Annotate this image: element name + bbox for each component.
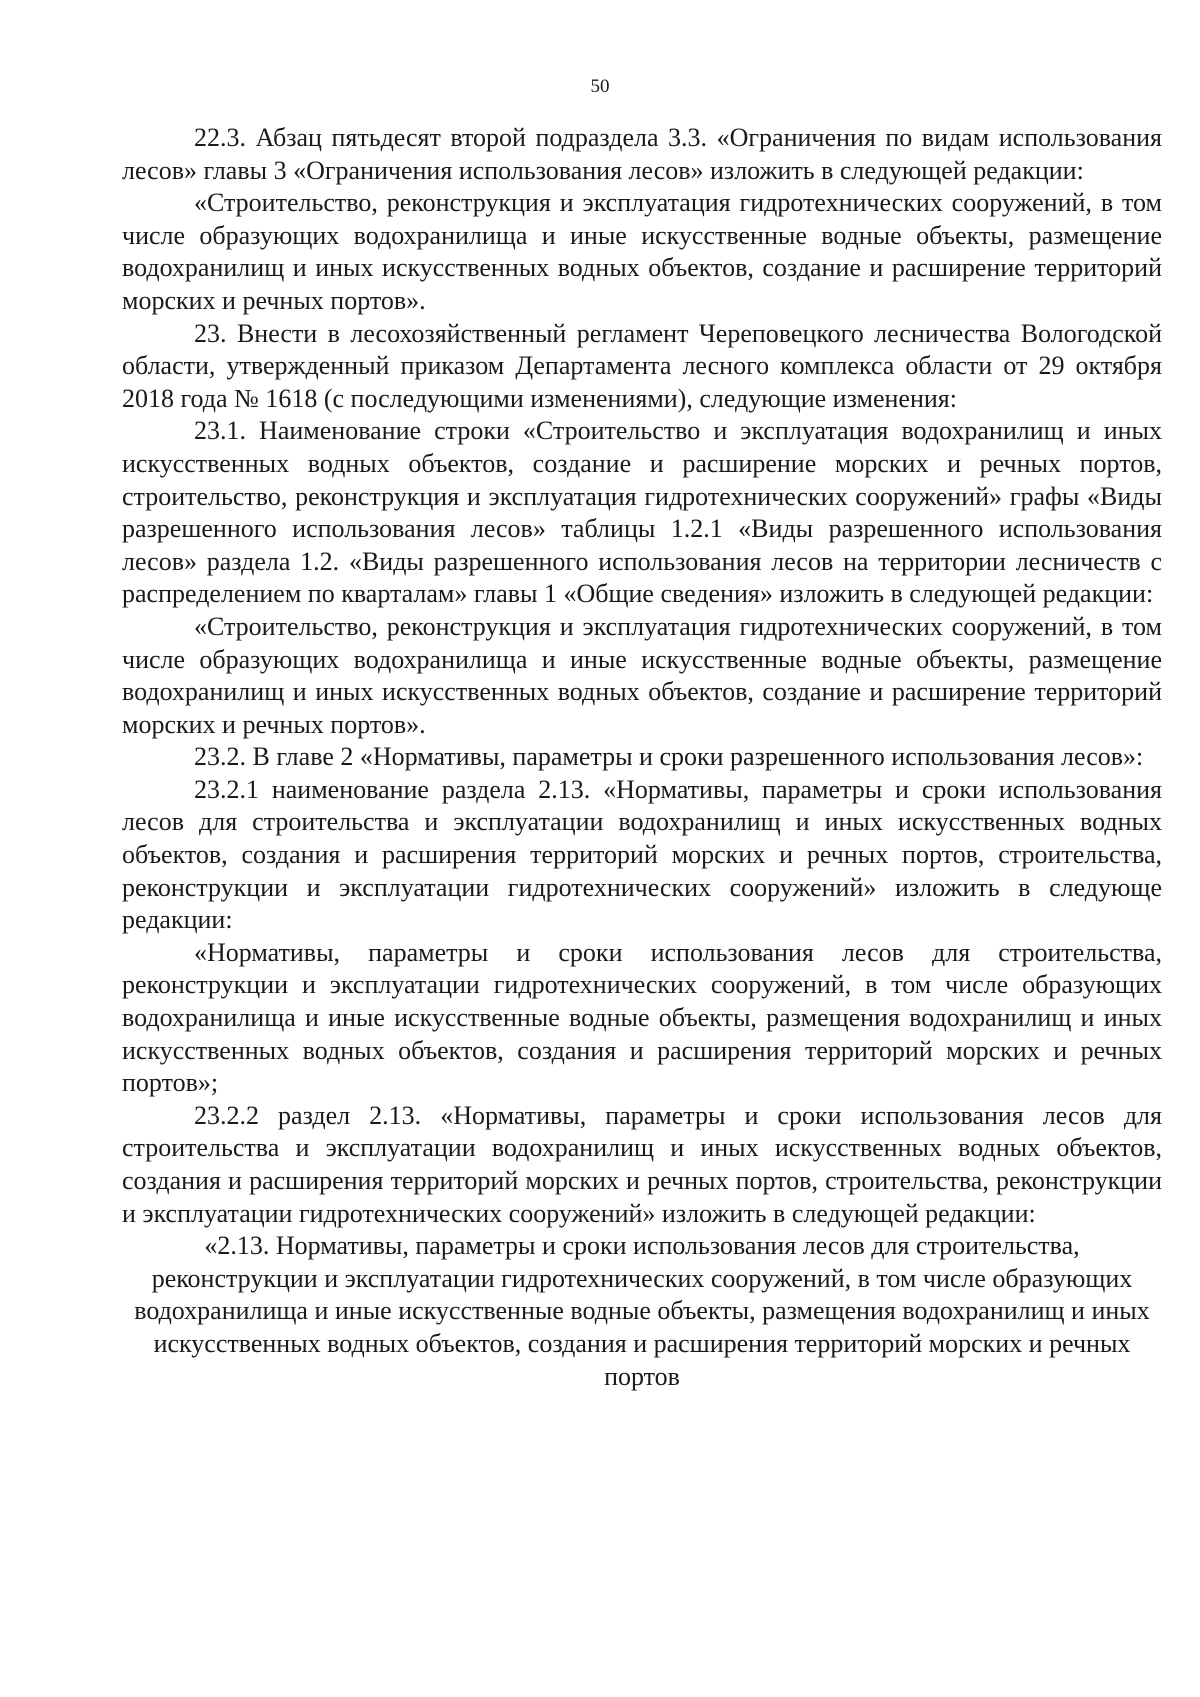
page-number: 50 [590, 76, 610, 97]
paragraph-23-2: 23.2. В главе 2 «Нормативы, параметры и сроки разрешенного использования лесов»: [194, 742, 1144, 772]
paragraph-23-2-1-quote: «Нормативы, параметры и сроки использования лесов для строительства, реконструкции и эксплуатации гидротехнических сооружений, в том числе образующих водохранилища и иные искусственные водные объекты, размещения водохранилищ и иных искусственных водных объектов, создания и расширения территорий морских и речных портов»; [122, 937, 1162, 1098]
paragraph-22-3: 22.3. Абзац пятьдесят второй подраздела 3.3. «Ограничения по видам использования лесов» главы 3 «Ограничения использования лесов» изложить в следующей редакции: [122, 123, 1162, 185]
paragraph-23: 23. Внести в лесохозяйственный регламент Череповецкого лесничества Вологодской области, утвержденный приказом Департамента лесного комплекса области от 29 октября 2018 года № 1618 (с последующими изменениями), следующие изменения: [122, 318, 1162, 413]
paragraph-23-2-1: 23.2.1 наименование раздела 2.13. «Нормативы, параметры и сроки использования лесов для строительства и эксплуатации водохранилищ и иных искусственных водных объектов, создания и расширения территорий морских и речных портов, строительства, реконструкции и эксплуатации гидротехнических сооружений» изложить в следующе редакции: [122, 774, 1162, 935]
paragraph-23-1: 23.1. Наименование строки «Строительство и эксплуатация водохранилищ и иных искусственных водных объектов, создание и расширение морских и речных портов, строительство, реконструкция и эксплуатация гидротехнических сооружений» графы «Виды разрешенного использования лесов» таблицы 1.2.1 «Виды разрешенного использования лесов» раздела 1.2. «Виды разрешенного использования лесов на территории лесничеств с распределением по кварталам» главы 1 «Общие сведения» изложить в следующей редакции: [122, 416, 1162, 609]
paragraph-23-2-2: 23.2.2 раздел 2.13. «Нормативы, параметры и сроки использования лесов для строительства и эксплуатации водохранилищ и иных искусственных водных объектов, создания и расширения территорий морских и речных портов, строительства, реконструкции и эксплуатации гидротехнических сооружений» изложить в следующей редакции: [122, 1100, 1162, 1228]
paragraph-23-1-quote: «Строительство, реконструкция и эксплуатация гидротехнических сооружений, в том числе образующих водохранилища и иные искусственные водные объекты, размещение водохранилищ и иных искусственных водных объектов, создание и расширение территорий морских и речных портов». [122, 611, 1162, 739]
section-heading-2-13: «2.13. Нормативы, параметры и сроки использования лесов для строительства, реконструкции и эксплуатации гидротехнических сооружений, в том числе образующих водохранилища и иные искусственные водные объекты, размещения водохранилищ и иных искусственных водных объектов, создания и расширения территорий морских и речных портов [134, 1231, 1150, 1391]
paragraph-22-3-quote: «Строительство, реконструкция и эксплуатация гидротехнических сооружений, в том числе образующих водохранилища и иные искусственные водные объекты, размещение водохранилищ и иных искусственных водных объектов, создание и расширение территорий морских и речных портов». [122, 188, 1162, 315]
document-body [122, 122, 1162, 1393]
